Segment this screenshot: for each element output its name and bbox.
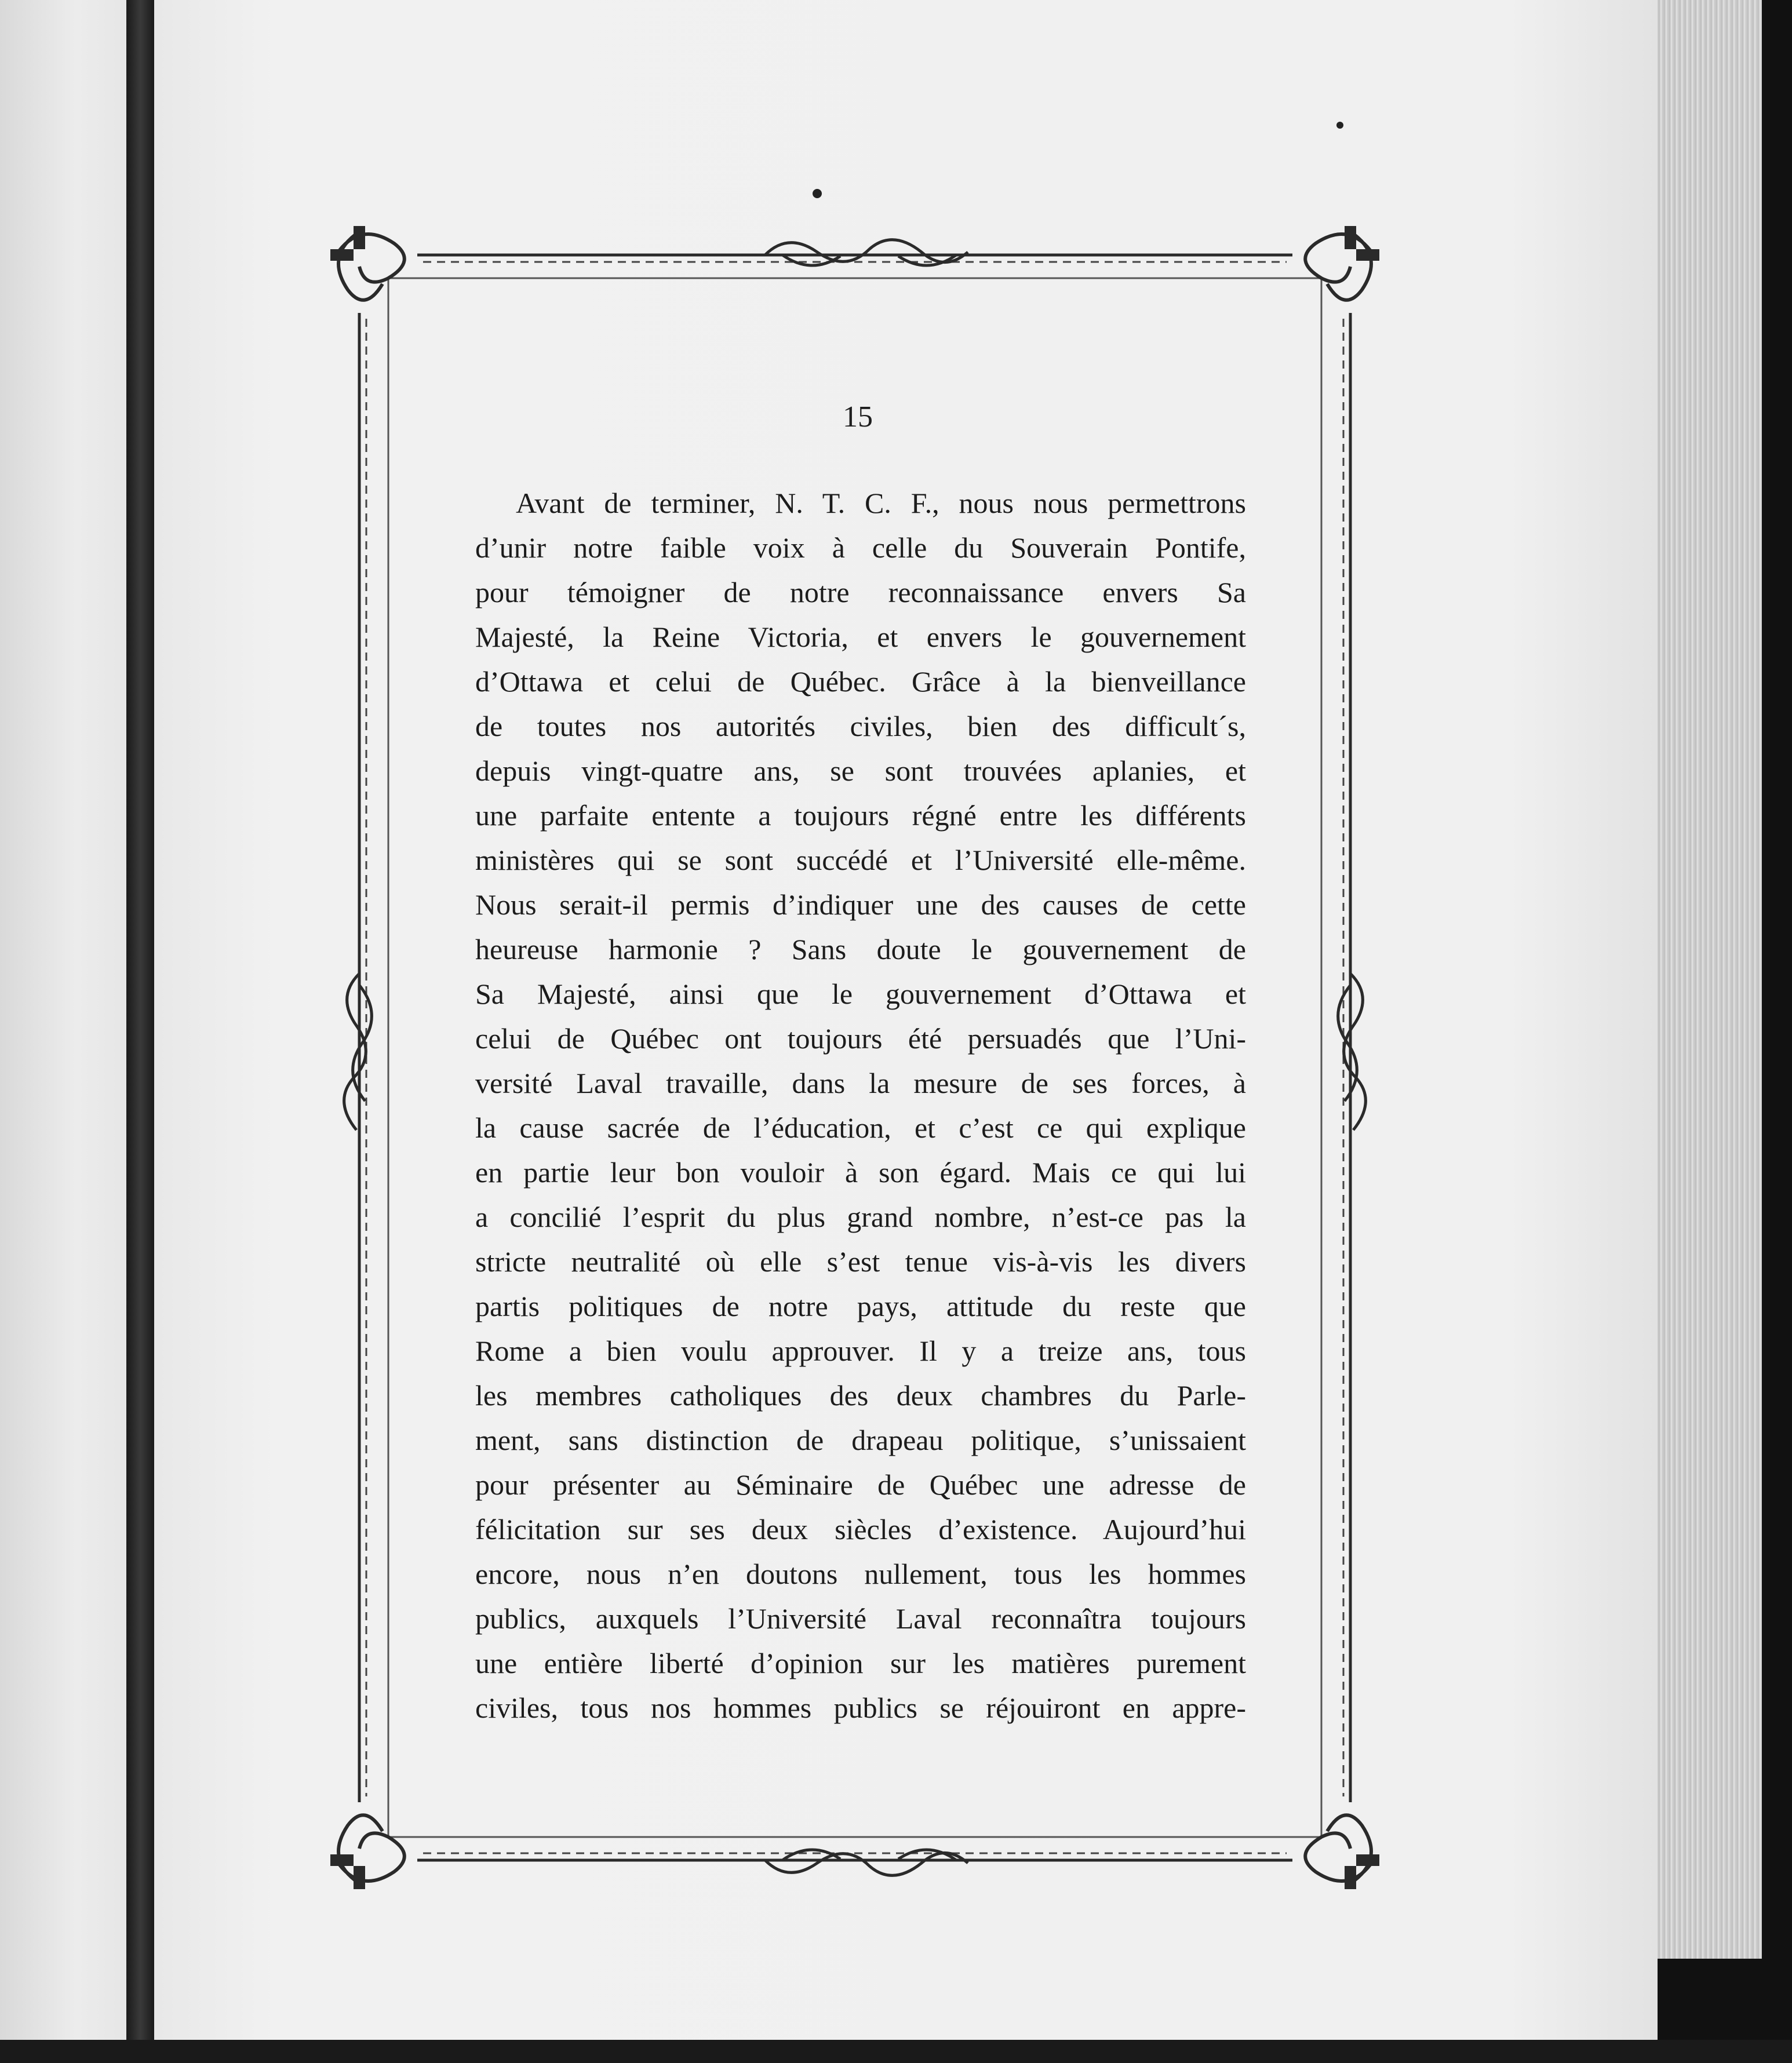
- scan-bottom-edge: [0, 2040, 1792, 2063]
- text-line: Avant de terminer, N. T. C. F., nous nous permettrons: [516, 487, 1246, 519]
- ink-speck: [1336, 122, 1343, 129]
- text-line: encore, nous n’en doutons nullement, tous les hommes: [475, 1558, 1246, 1590]
- text-line: une parfaite entente a toujours régné entre les différents: [475, 799, 1246, 832]
- text-line: stricte neutralité où elle s’est tenue vis-à-vis les divers: [475, 1245, 1246, 1278]
- text-line: depuis vingt-quatre ans, se sont trouvées aplanies, et: [475, 755, 1246, 787]
- text-line: Majesté, la Reine Victoria, et envers le gouvernement: [475, 621, 1246, 653]
- book-page-edges: [1658, 0, 1762, 1959]
- text-line: ministères qui se sont succédé et l’Université elle-même.: [475, 844, 1246, 876]
- page-number: 15: [843, 400, 873, 433]
- text-line: d’unir notre faible voix à celle du Souverain Pontife,: [475, 531, 1246, 564]
- text-line: de toutes nos autorités civiles, bien des difficult´s,: [475, 710, 1246, 742]
- text-line: publics, auxquels l’Université Laval reconnaîtra toujours: [475, 1602, 1246, 1635]
- text-line: les membres catholiques des deux chambres du Parle-: [475, 1379, 1246, 1412]
- text-line: pour présenter au Séminaire de Québec une adresse de: [475, 1468, 1246, 1501]
- text-line: a concilié l’esprit du plus grand nombre, n’est-ce pas la: [475, 1201, 1246, 1233]
- text-line: Sa Majesté, ainsi que le gouvernement d’Ottawa et: [475, 978, 1246, 1010]
- text-line: félicitation sur ses deux siècles d’existence. Aujourd’hui: [475, 1513, 1246, 1546]
- text-line: heureuse harmonie ? Sans doute le gouvernement de: [475, 933, 1246, 965]
- text-line: ment, sans distinction de drapeau politique, s’unissaient: [475, 1424, 1246, 1456]
- body-text: [475, 481, 1246, 1730]
- text-line: pour témoigner de notre reconnaissance envers Sa: [475, 576, 1246, 608]
- text-line: Rome a bien voulu approuver. Il y a treize ans, tous: [475, 1335, 1246, 1367]
- text-line: d’Ottawa et celui de Québec. Grâce à la bienveillance: [475, 665, 1246, 698]
- previous-page-edge: [0, 0, 126, 2063]
- text-line: Nous serait-il permis d’indiquer une des causes de cette: [475, 888, 1246, 921]
- ink-speck: [813, 189, 822, 198]
- text-line: en partie leur bon vouloir à son égard. Mais ce qui lui: [475, 1156, 1246, 1189]
- text-line: celui de Québec ont toujours été persuadés que l’Uni-: [475, 1022, 1246, 1055]
- book-gutter: [126, 0, 154, 2063]
- text-line: versité Laval travaille, dans la mesure de ses forces, à: [475, 1067, 1246, 1099]
- text-line: civiles, tous nos hommes publics se réjouiront en appre-: [475, 1692, 1246, 1724]
- text-line: la cause sacrée de l’éducation, et c’est ce qui explique: [475, 1111, 1246, 1144]
- text-line: partis politiques de notre pays, attitude du reste que: [475, 1290, 1246, 1322]
- text-line: une entière liberté d’opinion sur les matières purement: [475, 1647, 1246, 1679]
